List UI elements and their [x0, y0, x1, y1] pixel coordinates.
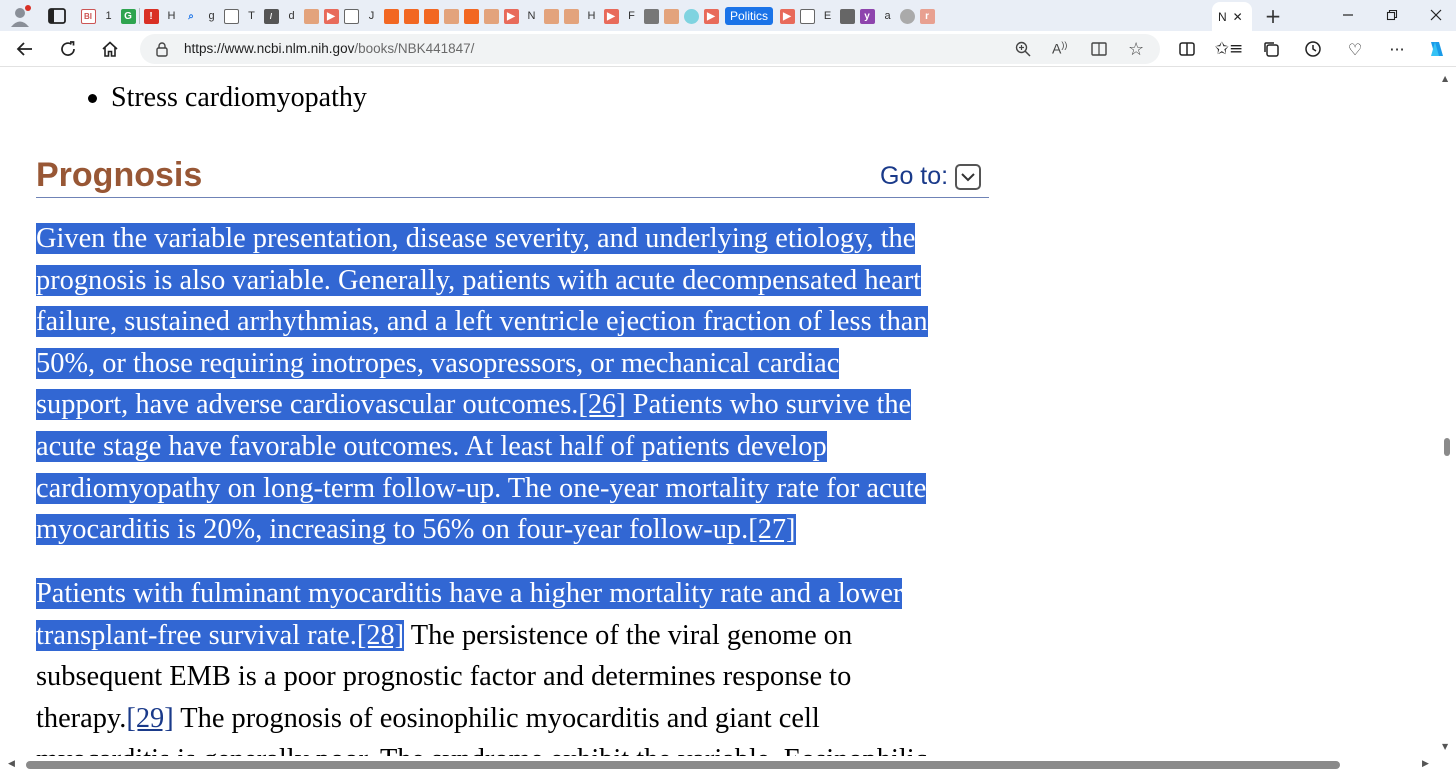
- search-favicon-icon: ⌕: [188, 10, 194, 22]
- substack-favicon-icon: [564, 9, 579, 24]
- tab-item[interactable]: [817, 5, 837, 27]
- tab-label: g: [208, 10, 215, 22]
- tab-item[interactable]: [241, 5, 261, 27]
- text-line: subsequent EMB is a poor prognostic factor and determines response to: [36, 661, 852, 693]
- more-icon[interactable]: ···: [1389, 39, 1405, 59]
- text-line: 50%, or those requiring inotropes, vasopressors, or mechanical cardiac: [36, 347, 840, 379]
- document-favicon-icon: [800, 9, 815, 24]
- tab-item[interactable]: [301, 5, 321, 27]
- tab-item[interactable]: [581, 5, 601, 27]
- tab-item[interactable]: [481, 5, 501, 27]
- browser-toolbar: [0, 31, 1456, 67]
- tab-item[interactable]: [897, 5, 917, 27]
- health-icon[interactable]: ♡: [1347, 39, 1363, 59]
- bullet-icon: [88, 94, 97, 103]
- text-line: transplant-free survival rate.: [36, 619, 357, 651]
- url-text[interactable]: [184, 41, 474, 56]
- text-line: myocarditis is 20%, increasing to 56% on four-year follow-up.: [36, 514, 749, 546]
- tab-item[interactable]: [837, 5, 857, 27]
- video-favicon-icon: ▶: [604, 9, 619, 24]
- horizontal-scrollbar[interactable]: [0, 756, 1438, 774]
- heading-divider: [36, 197, 989, 198]
- text-line: acute stage have favorable outcomes. At least half of patients develop: [36, 430, 827, 462]
- tab-item[interactable]: [78, 5, 98, 27]
- tab-item[interactable]: [501, 5, 521, 27]
- list-item: [88, 82, 367, 114]
- tab-item[interactable]: [261, 5, 281, 27]
- tab-item[interactable]: [561, 5, 581, 27]
- video-favicon-icon: ▶: [324, 9, 339, 24]
- tab-item[interactable]: [441, 5, 461, 27]
- back-arrow-icon[interactable]: [12, 36, 38, 62]
- collections-icon[interactable]: [1258, 36, 1284, 62]
- dark-favicon-icon: /: [264, 9, 279, 24]
- substack-favicon-icon: [484, 9, 499, 24]
- substack-favicon-icon: [384, 9, 399, 24]
- address-bar[interactable]: [140, 34, 1160, 64]
- video-favicon-icon: ▶: [504, 9, 519, 24]
- tab-item[interactable]: [381, 5, 401, 27]
- tab-item[interactable]: [361, 5, 381, 27]
- gray-favicon-icon: [644, 9, 659, 24]
- tab-item[interactable]: [421, 5, 441, 27]
- tab-item[interactable]: [641, 5, 661, 27]
- url-host: https://www.ncbi.nlm.nih.gov: [184, 41, 355, 56]
- vertical-scroll-thumb[interactable]: [1444, 438, 1450, 456]
- scroll-down-icon[interactable]: ▼: [1442, 742, 1449, 751]
- text-line: Patients who survive the: [625, 389, 912, 421]
- tab-label: J: [368, 10, 375, 22]
- paragraph: [36, 573, 927, 781]
- substack-favicon-icon: [544, 9, 559, 24]
- tab-item[interactable]: [161, 5, 181, 27]
- tab-item[interactable]: [141, 5, 161, 27]
- close-window-icon[interactable]: [1424, 4, 1448, 26]
- tab-item[interactable]: [541, 5, 561, 27]
- scroll-right-icon[interactable]: ▶: [1422, 759, 1429, 769]
- page-content: [0, 68, 1438, 756]
- tab-label: 1: [105, 10, 112, 22]
- document-favicon-icon: [344, 9, 359, 24]
- tab-item[interactable]: [917, 5, 937, 27]
- pink-favicon-icon: r: [920, 9, 935, 24]
- tab-item[interactable]: [341, 5, 361, 27]
- video-favicon-icon: ▶: [780, 9, 795, 24]
- split-screen-icon[interactable]: [1174, 36, 1200, 62]
- tab-item[interactable]: [201, 5, 221, 27]
- bi-favicon-icon: BI: [81, 9, 96, 24]
- substack-favicon-icon: [664, 9, 679, 24]
- favorites-icon[interactable]: ✩≡: [1214, 39, 1244, 59]
- pinned-tab-list: [78, 4, 937, 28]
- video-favicon-icon: ▶: [704, 9, 719, 24]
- active-tab[interactable]: [1212, 2, 1252, 31]
- new-tab-icon[interactable]: +: [1264, 4, 1282, 28]
- tab-label: N: [527, 10, 536, 22]
- scroll-up-icon[interactable]: ▲: [1442, 74, 1449, 83]
- copilot-icon[interactable]: [1424, 36, 1450, 62]
- profile-icon[interactable]: [8, 4, 32, 28]
- reference-link[interactable]: [28]: [356, 619, 405, 651]
- immersive-reader-icon[interactable]: [1090, 40, 1108, 62]
- tab-item[interactable]: [601, 5, 621, 27]
- gray-favicon-icon: [900, 9, 915, 24]
- substack-favicon-icon: [404, 9, 419, 24]
- refresh-icon[interactable]: [55, 36, 81, 62]
- home-icon[interactable]: [97, 36, 123, 62]
- tab-label: a: [884, 10, 891, 22]
- substack-favicon-icon: [444, 9, 459, 24]
- active-tab-label: N: [1218, 9, 1227, 24]
- tab-item[interactable]: [401, 5, 421, 27]
- favorite-star-icon[interactable]: ☆: [1128, 39, 1145, 60]
- document-favicon-icon: [224, 9, 239, 24]
- list-item-text: Stress cardiomyopathy: [111, 82, 367, 113]
- tab-item[interactable]: [681, 5, 701, 27]
- vertical-scrollbar[interactable]: [1438, 68, 1456, 756]
- tab-item[interactable]: [98, 5, 118, 27]
- horizontal-scroll-thumb[interactable]: [26, 761, 1340, 769]
- url-path: /books/NBK441847/: [354, 41, 475, 56]
- tab-strip: [0, 0, 1456, 31]
- lock-icon[interactable]: [154, 41, 170, 61]
- text-line: The persistence of the viral genome on: [404, 619, 853, 651]
- tab-item[interactable]: [661, 5, 681, 27]
- tab-item[interactable]: [701, 5, 721, 27]
- section-heading: Prognosis: [36, 156, 203, 194]
- tab-label: E: [823, 10, 832, 22]
- goto-menu[interactable]: [880, 162, 981, 191]
- goto-label[interactable]: Go to:: [880, 162, 949, 190]
- scroll-left-icon[interactable]: ◀: [8, 759, 15, 769]
- minimize-icon[interactable]: [1336, 4, 1360, 26]
- red-favicon-icon: !: [144, 9, 159, 24]
- chevron-down-icon[interactable]: [955, 164, 981, 190]
- tab-item[interactable]: [181, 5, 201, 27]
- substack-favicon-icon: [304, 9, 319, 24]
- paragraph: [36, 218, 928, 551]
- close-tab-icon[interactable]: ✕: [1232, 9, 1243, 24]
- tab-label: F: [628, 10, 635, 22]
- tab-item[interactable]: [461, 5, 481, 27]
- zoom-icon[interactable]: [1014, 40, 1032, 62]
- text-line: cardiomyopathy on long-term follow-up. The one-year mortality rate for acute: [36, 472, 927, 504]
- text-line: The prognosis of eosinophilic myocarditis and giant cell: [173, 702, 820, 734]
- text-line: prognosis is also variable. Generally, patients with acute decompensated heart: [36, 264, 922, 296]
- teal-favicon-icon: [684, 9, 699, 24]
- tab-separator: [139, 8, 140, 24]
- tab-item[interactable]: [118, 5, 138, 27]
- text-line: therapy.: [36, 702, 127, 734]
- history-icon[interactable]: [1300, 36, 1326, 62]
- text-line: failure, sustained arrhythmias, and a left ventricle ejection fraction of less than: [36, 306, 928, 338]
- tab-label: d: [288, 10, 295, 22]
- read-aloud-icon[interactable]: A)): [1052, 40, 1068, 57]
- tab-label: H: [587, 10, 596, 22]
- text-line: Patients with fulminant myocarditis have a higher mortality rate and a lower: [36, 578, 903, 609]
- tab-item[interactable]: [321, 5, 341, 27]
- reference-link[interactable]: [26]: [578, 389, 626, 421]
- tab-item[interactable]: [797, 5, 817, 27]
- tab-item[interactable]: [521, 5, 541, 27]
- reference-link[interactable]: [29]: [126, 702, 174, 734]
- text-line: support, have adverse cardiovascular outcomes.: [36, 389, 579, 421]
- tab-item[interactable]: [877, 5, 897, 27]
- restore-icon[interactable]: [1380, 4, 1404, 26]
- tab-label: T: [248, 10, 255, 22]
- tab-item[interactable]: [621, 5, 641, 27]
- tab-group-politics[interactable]: Politics: [725, 7, 773, 25]
- tab-actions-icon[interactable]: [46, 5, 68, 27]
- tab-item[interactable]: [777, 5, 797, 27]
- purple-favicon-icon: y: [860, 9, 875, 24]
- text-line: Given the variable presentation, disease severity, and underlying etiology, the: [36, 223, 916, 254]
- tab-item[interactable]: [857, 5, 877, 27]
- green-favicon-icon: G: [121, 9, 136, 24]
- substack-favicon-icon: [464, 9, 479, 24]
- tab-item[interactable]: [221, 5, 241, 27]
- substack-favicon-icon: [424, 9, 439, 24]
- gray-favicon-icon: [840, 9, 855, 24]
- tab-item[interactable]: [281, 5, 301, 27]
- reference-link[interactable]: [27]: [748, 514, 796, 546]
- tab-label: H: [167, 10, 176, 22]
